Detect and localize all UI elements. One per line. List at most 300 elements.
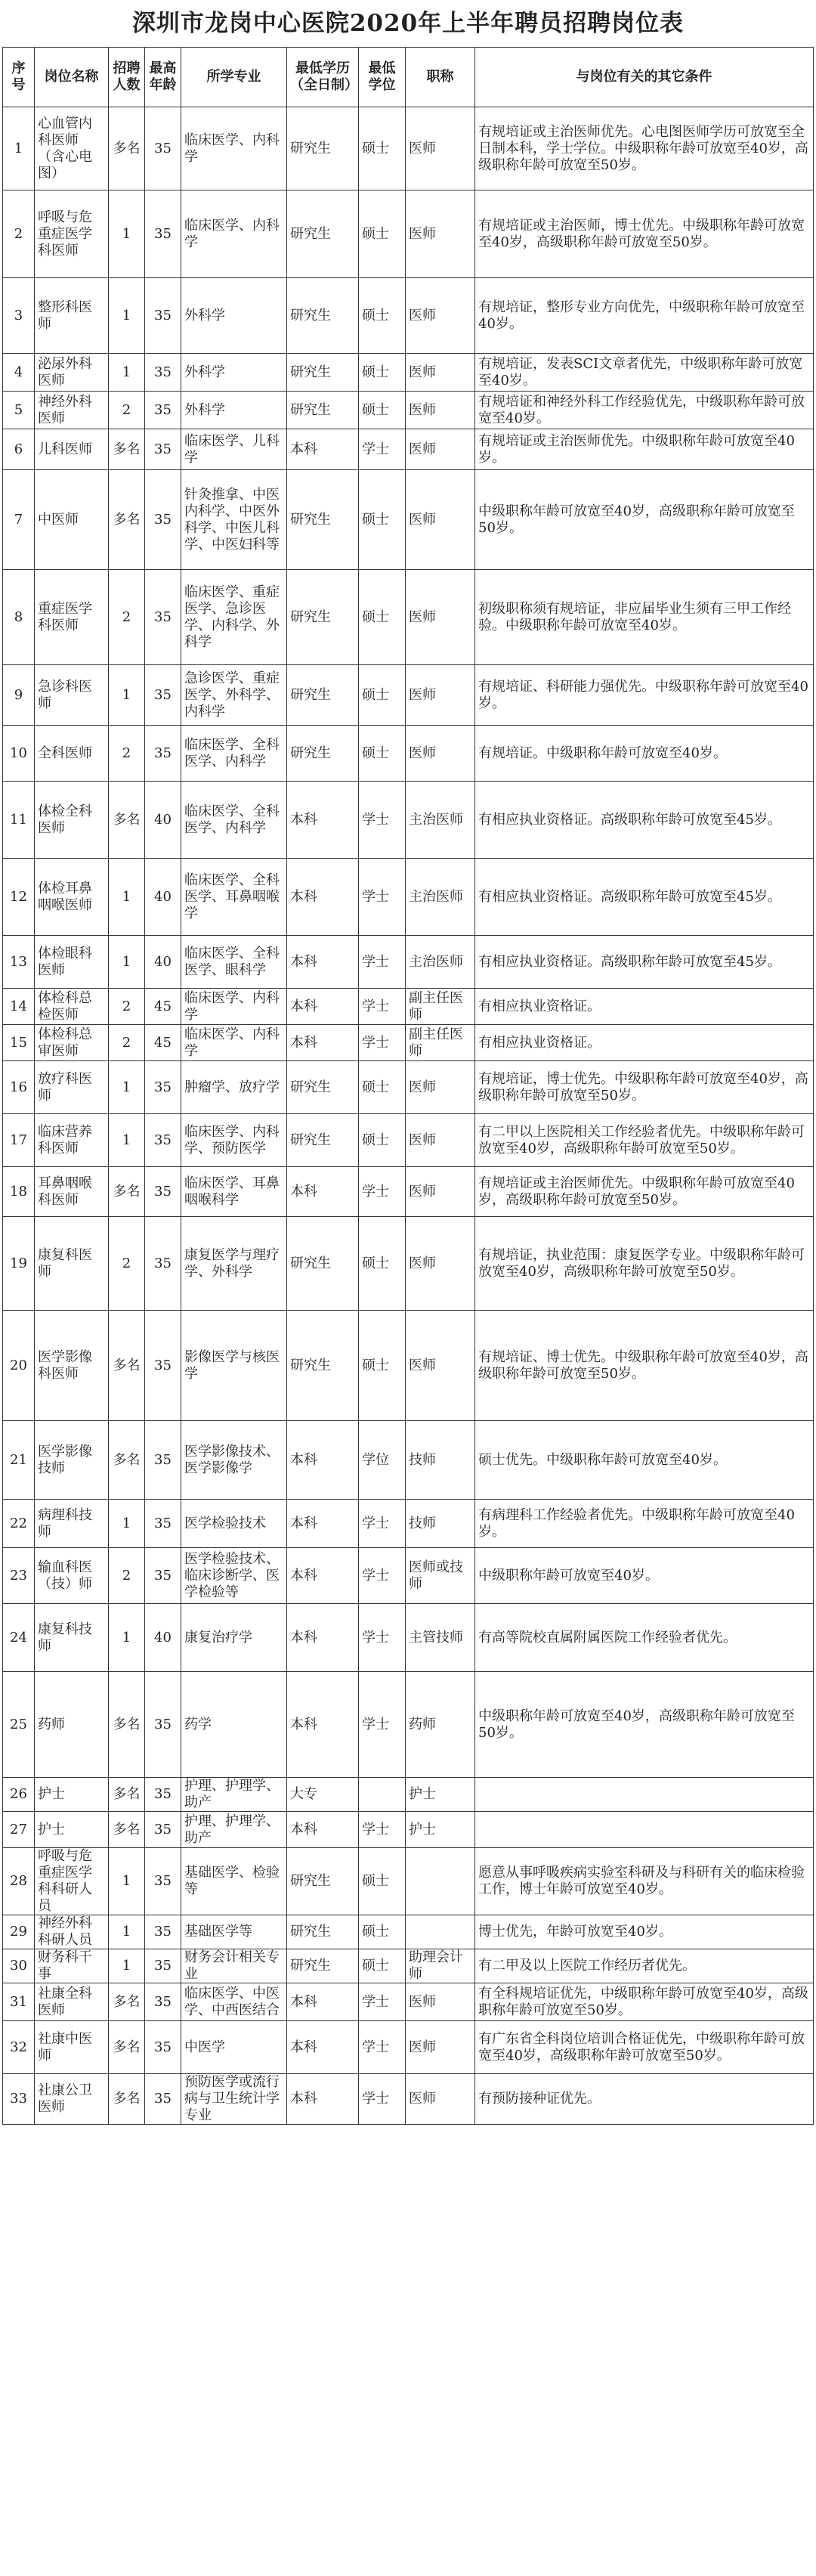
cell-count: 2 — [109, 1548, 145, 1604]
cell-age: 35 — [145, 1167, 181, 1217]
cell-post: 社康全科医师 — [35, 1983, 109, 2021]
table-row — [3, 1548, 814, 1604]
cell-no: 5 — [3, 392, 35, 429]
cell-no: 30 — [3, 1949, 35, 1983]
cell-degree: 学士 — [359, 1025, 406, 1061]
cell-post: 社康公卫医师 — [35, 2074, 109, 2125]
cell-title: 医师 — [406, 2074, 475, 2125]
cell-no: 11 — [3, 782, 35, 859]
cell-major: 医学检验技术 — [181, 1500, 287, 1548]
cell-post: 体检科总审医师 — [35, 1025, 109, 1061]
cell-degree: 硕士 — [359, 392, 406, 429]
cell-no: 9 — [3, 665, 35, 726]
cell-title: 医师 — [406, 429, 475, 470]
cell-count: 多名 — [109, 2074, 145, 2125]
cell-major: 临床医学、内科学 — [181, 190, 287, 278]
cell-count: 1 — [109, 1061, 145, 1114]
cell-title: 医师 — [406, 190, 475, 278]
cell-cond: 有规培证、科研能力强优先。中级职称年龄可放宽至40岁。 — [475, 665, 814, 726]
cell-major: 临床医学、中医学、中西医结合 — [181, 1983, 287, 2021]
cell-count: 1 — [109, 1114, 145, 1167]
cell-edu: 本科 — [287, 2021, 359, 2074]
cell-no: 1 — [3, 107, 35, 190]
cell-major: 预防医学或流行病与卫生统计学专业 — [181, 2074, 287, 2125]
cell-count: 2 — [109, 989, 145, 1025]
cell-edu: 本科 — [287, 2074, 359, 2125]
cell-edu: 研究生 — [287, 1915, 359, 1949]
cell-post: 康复科医师 — [35, 1217, 109, 1311]
cell-degree: 硕士 — [359, 107, 406, 190]
table-row — [3, 1812, 814, 1848]
cell-degree: 学士 — [359, 1672, 406, 1778]
cell-count: 1 — [109, 1848, 145, 1915]
cell-cond: 有广东省全科岗位培训合格证优先，中级职称年龄可放宽至40岁，高级职称年龄可放宽至50岁。 — [475, 2021, 814, 2074]
cell-major: 康复医学与理疗学、外科学 — [181, 1217, 287, 1311]
cell-post: 体检耳鼻咽喉医师 — [35, 859, 109, 936]
cell-title: 主治医师 — [406, 782, 475, 859]
cell-major: 基础医学、检验等 — [181, 1848, 287, 1915]
cell-post: 药师 — [35, 1672, 109, 1778]
header-cell: 最低学位 — [359, 48, 406, 107]
cell-title — [406, 1915, 475, 1949]
cell-cond: 有全科规培证优先，中级职称年龄可放宽至40岁，高级职称年龄可放宽至50岁。 — [475, 1983, 814, 2021]
cell-degree: 学士 — [359, 1500, 406, 1548]
cell-major: 临床医学、内科学 — [181, 1025, 287, 1061]
cell-no: 17 — [3, 1114, 35, 1167]
cell-post: 耳鼻咽喉科医师 — [35, 1167, 109, 1217]
cell-count: 2 — [109, 1025, 145, 1061]
cell-edu: 研究生 — [287, 278, 359, 354]
cell-degree: 硕士 — [359, 1217, 406, 1311]
cell-major: 临床医学、全科医学、耳鼻咽喉学 — [181, 859, 287, 936]
table-row — [3, 107, 814, 190]
table-row — [3, 1949, 814, 1983]
cell-title: 助理会计师 — [406, 1949, 475, 1983]
cell-no: 33 — [3, 2074, 35, 2125]
cell-major: 康复治疗学 — [181, 1604, 287, 1672]
cell-degree: 学士 — [359, 1548, 406, 1604]
cell-cond: 有规培证，整形专业方向优先，中级职称年龄可放宽至40岁。 — [475, 278, 814, 354]
cell-degree: 学士 — [359, 429, 406, 470]
cell-age: 35 — [145, 726, 181, 782]
cell-edu: 本科 — [287, 1548, 359, 1604]
cell-degree: 硕士 — [359, 665, 406, 726]
cell-count: 多名 — [109, 1812, 145, 1848]
cell-title: 医师 — [406, 354, 475, 392]
cell-no: 19 — [3, 1217, 35, 1311]
cell-age: 35 — [145, 1217, 181, 1311]
table-header-row — [3, 48, 814, 107]
cell-edu: 研究生 — [287, 1848, 359, 1915]
cell-title: 主管技师 — [406, 1604, 475, 1672]
cell-age: 35 — [145, 2074, 181, 2125]
cell-title: 医师 — [406, 1114, 475, 1167]
cell-post: 病理科技师 — [35, 1500, 109, 1548]
cell-major: 影像医学与核医学 — [181, 1311, 287, 1421]
cell-age: 35 — [145, 1915, 181, 1949]
cell-degree: 学士 — [359, 936, 406, 989]
cell-title: 技师 — [406, 1421, 475, 1500]
cell-count: 多名 — [109, 1421, 145, 1500]
cell-age: 35 — [145, 1983, 181, 2021]
cell-no: 32 — [3, 2021, 35, 2074]
cell-major: 药学 — [181, 1672, 287, 1778]
cell-major: 临床医学、内科学、预防医学 — [181, 1114, 287, 1167]
cell-post: 护士 — [35, 1778, 109, 1812]
cell-count: 2 — [109, 1217, 145, 1311]
table-row — [3, 278, 814, 354]
cell-edu: 研究生 — [287, 392, 359, 429]
table-row — [3, 1421, 814, 1500]
cell-cond: 有相应执业资格证。高级职称年龄可放宽至45岁。 — [475, 782, 814, 859]
cell-age: 35 — [145, 1421, 181, 1500]
table-row — [3, 1778, 814, 1812]
cell-no: 31 — [3, 1983, 35, 2021]
cell-cond: 中级职称年龄可放宽至40岁，高级职称年龄可放宽至50岁。 — [475, 470, 814, 570]
cell-cond: 有相应执业资格证。 — [475, 1025, 814, 1061]
cell-cond: 有规培证。中级职称年龄可放宽至40岁。 — [475, 726, 814, 782]
cell-age: 45 — [145, 1025, 181, 1061]
cell-major: 临床医学、全科医学、内科学 — [181, 726, 287, 782]
cell-edu: 研究生 — [287, 570, 359, 665]
cell-edu: 本科 — [287, 1672, 359, 1778]
cell-title: 医师 — [406, 1167, 475, 1217]
table-row — [3, 782, 814, 859]
cell-count: 1 — [109, 665, 145, 726]
cell-degree: 学士 — [359, 1604, 406, 1672]
cell-count: 多名 — [109, 2021, 145, 2074]
cell-no: 22 — [3, 1500, 35, 1548]
cell-age: 40 — [145, 936, 181, 989]
cell-age: 35 — [145, 392, 181, 429]
cell-no: 26 — [3, 1778, 35, 1812]
cell-degree: 学士 — [359, 989, 406, 1025]
cell-post: 放疗科医师 — [35, 1061, 109, 1114]
cell-edu: 本科 — [287, 1500, 359, 1548]
cell-no: 27 — [3, 1812, 35, 1848]
cell-title: 医师 — [406, 726, 475, 782]
cell-age: 35 — [145, 1672, 181, 1778]
cell-cond: 有高等院校直属附属医院工作经验者优先。 — [475, 1604, 814, 1672]
table-row — [3, 1217, 814, 1311]
cell-edu: 研究生 — [287, 190, 359, 278]
table-row — [3, 570, 814, 665]
cell-edu: 本科 — [287, 782, 359, 859]
cell-title: 副主任医师 — [406, 989, 475, 1025]
cell-edu: 研究生 — [287, 1061, 359, 1114]
cell-edu: 本科 — [287, 429, 359, 470]
cell-title: 医师 — [406, 392, 475, 429]
table-row — [3, 354, 814, 392]
table-row — [3, 1915, 814, 1949]
cell-no: 4 — [3, 354, 35, 392]
table-row — [3, 665, 814, 726]
cell-degree: 硕士 — [359, 278, 406, 354]
header-cell: 职称 — [406, 48, 475, 107]
cell-title: 医师 — [406, 1983, 475, 2021]
cell-no: 29 — [3, 1915, 35, 1949]
cell-major: 财务会计相关专业 — [181, 1949, 287, 1983]
cell-title: 医师 — [406, 470, 475, 570]
cell-age: 35 — [145, 190, 181, 278]
cell-count: 1 — [109, 1500, 145, 1548]
table-row — [3, 429, 814, 470]
cell-no: 2 — [3, 190, 35, 278]
cell-post: 医学影像科医师 — [35, 1311, 109, 1421]
cell-count: 多名 — [109, 1672, 145, 1778]
cell-title — [406, 1848, 475, 1915]
cell-edu: 本科 — [287, 1812, 359, 1848]
cell-cond: 有相应执业资格证。高级职称年龄可放宽至45岁。 — [475, 859, 814, 936]
cell-count: 多名 — [109, 782, 145, 859]
cell-cond: 有规培证、博士优先。中级职称年龄可放宽至40岁，高级职称年龄可放宽至50岁。 — [475, 1311, 814, 1421]
cell-age: 35 — [145, 470, 181, 570]
cell-degree: 硕士 — [359, 1949, 406, 1983]
cell-no: 28 — [3, 1848, 35, 1915]
cell-edu: 本科 — [287, 1604, 359, 1672]
cell-post: 体检眼科医师 — [35, 936, 109, 989]
cell-count: 1 — [109, 1949, 145, 1983]
cell-post: 神经外科科研人员 — [35, 1915, 109, 1949]
table-row — [3, 1672, 814, 1778]
cell-post: 输血科医（技）师 — [35, 1548, 109, 1604]
cell-major: 临床医学、全科医学、眼科学 — [181, 936, 287, 989]
cell-post: 医学影像技师 — [35, 1421, 109, 1500]
cell-degree: 硕士 — [359, 726, 406, 782]
cell-cond: 初级职称须有规培证，非应届毕业生须有三甲工作经验。中级职称年龄可放宽至40岁。 — [475, 570, 814, 665]
header-cell: 所学专业 — [181, 48, 287, 107]
cell-age: 35 — [145, 1812, 181, 1848]
cell-cond: 有二甲以上医院相关工作经验者优先。中级职称年龄可放宽至40岁，高级职称年龄可放宽至50岁。 — [475, 1114, 814, 1167]
cell-no: 20 — [3, 1311, 35, 1421]
cell-age: 35 — [145, 1061, 181, 1114]
table-row — [3, 1983, 814, 2021]
cell-count: 多名 — [109, 1311, 145, 1421]
cell-no: 24 — [3, 1604, 35, 1672]
cell-cond: 硕士优先。中级职称年龄可放宽至40岁。 — [475, 1421, 814, 1500]
cell-title: 医师 — [406, 2021, 475, 2074]
header-cell: 岗位名称 — [35, 48, 109, 107]
cell-post: 儿科医师 — [35, 429, 109, 470]
cell-count: 多名 — [109, 107, 145, 190]
cell-degree: 硕士 — [359, 1311, 406, 1421]
table-row — [3, 859, 814, 936]
cell-title: 医师 — [406, 665, 475, 726]
cell-no: 25 — [3, 1672, 35, 1778]
cell-post: 神经外科医师 — [35, 392, 109, 429]
cell-title: 主治医师 — [406, 859, 475, 936]
cell-edu: 研究生 — [287, 107, 359, 190]
cell-edu: 研究生 — [287, 1311, 359, 1421]
cell-no: 21 — [3, 1421, 35, 1500]
table-body — [3, 107, 814, 2125]
cell-age: 35 — [145, 1548, 181, 1604]
cell-age: 35 — [145, 2021, 181, 2074]
cell-count: 1 — [109, 859, 145, 936]
cell-age: 35 — [145, 1848, 181, 1915]
cell-post: 整形科医师 — [35, 278, 109, 354]
table-row — [3, 1167, 814, 1217]
cell-post: 社康中医师 — [35, 2021, 109, 2074]
header-cell: 与岗位有关的其它条件 — [475, 48, 814, 107]
cell-cond: 有相应执业资格证。 — [475, 989, 814, 1025]
cell-major: 中医学 — [181, 2021, 287, 2074]
cell-title: 副主任医师 — [406, 1025, 475, 1061]
cell-post: 重症医学科医师 — [35, 570, 109, 665]
cell-degree: 硕士 — [359, 470, 406, 570]
cell-no: 14 — [3, 989, 35, 1025]
cell-count: 1 — [109, 1604, 145, 1672]
cell-title: 护士 — [406, 1812, 475, 1848]
cell-no: 6 — [3, 429, 35, 470]
cell-post: 呼吸与危重症医学科科研人员 — [35, 1848, 109, 1915]
cell-post: 临床营养科医师 — [35, 1114, 109, 1167]
header-cell: 序号 — [3, 48, 35, 107]
table-row — [3, 989, 814, 1025]
cell-cond: 中级职称年龄可放宽至40岁。 — [475, 1548, 814, 1604]
cell-title: 医师或技师 — [406, 1548, 475, 1604]
cell-cond: 博士优先，年龄可放宽至40岁。 — [475, 1915, 814, 1949]
cell-edu: 本科 — [287, 1025, 359, 1061]
cell-no: 8 — [3, 570, 35, 665]
cell-major: 医学检验技术、临床诊断学、医学检验等 — [181, 1548, 287, 1604]
cell-major: 外科学 — [181, 354, 287, 392]
cell-count: 多名 — [109, 1167, 145, 1217]
cell-age: 35 — [145, 354, 181, 392]
cell-cond: 有相应执业资格证。高级职称年龄可放宽至45岁。 — [475, 936, 814, 989]
cell-degree: 学士 — [359, 2021, 406, 2074]
cell-post: 体检科总检医师 — [35, 989, 109, 1025]
page-title: 深圳市龙岗中心医院2020年上半年聘员招聘岗位表 — [131, 10, 685, 37]
table-row — [3, 1604, 814, 1672]
cell-post: 财务科干事 — [35, 1949, 109, 1983]
cell-edu: 研究生 — [287, 1114, 359, 1167]
cell-edu: 本科 — [287, 936, 359, 989]
cell-degree: 学士 — [359, 1983, 406, 2021]
cell-cond: 有规培证和神经外科工作经验优先，中级职称年龄可放宽至40岁。 — [475, 392, 814, 429]
cell-title: 医师 — [406, 1061, 475, 1114]
cell-edu: 本科 — [287, 1421, 359, 1500]
cell-degree: 硕士 — [359, 570, 406, 665]
cell-count: 2 — [109, 392, 145, 429]
cell-post: 呼吸与危重症医学科医师 — [35, 190, 109, 278]
cell-cond: 有规培证，执业范围：康复医学专业。中级职称年龄可放宽至40岁，高级职称年龄可放宽至50岁。 — [475, 1217, 814, 1311]
cell-cond — [475, 1778, 814, 1812]
cell-age: 35 — [145, 570, 181, 665]
cell-edu: 研究生 — [287, 354, 359, 392]
cell-major: 临床医学、耳鼻咽喉科学 — [181, 1167, 287, 1217]
cell-count: 多名 — [109, 470, 145, 570]
cell-degree: 硕士 — [359, 354, 406, 392]
cell-count: 多名 — [109, 429, 145, 470]
cell-title: 医师 — [406, 1217, 475, 1311]
cell-post: 护士 — [35, 1812, 109, 1848]
cell-post: 中医师 — [35, 470, 109, 570]
cell-no: 7 — [3, 470, 35, 570]
cell-degree: 硕士 — [359, 1114, 406, 1167]
cell-cond — [475, 1812, 814, 1848]
cell-title: 医师 — [406, 570, 475, 665]
cell-degree: 硕士 — [359, 1915, 406, 1949]
cell-cond: 有二甲及以上医院工作经历者优先。 — [475, 1949, 814, 1983]
cell-count: 1 — [109, 190, 145, 278]
table-row — [3, 1025, 814, 1061]
cell-degree: 学士 — [359, 2074, 406, 2125]
cell-age: 35 — [145, 429, 181, 470]
cell-count: 1 — [109, 278, 145, 354]
header-cell: 招聘人数 — [109, 48, 145, 107]
cell-cond: 有规培证或主治医师优先。中级职称年龄可放宽至40岁，高级职称年龄可放宽至50岁。 — [475, 1167, 814, 1217]
table-row — [3, 1061, 814, 1114]
cell-major: 护理、护理学、助产 — [181, 1812, 287, 1848]
cell-cond: 有规培证，发表SCI文章者优先，中级职称年龄可放宽至40岁。 — [475, 354, 814, 392]
cell-age: 40 — [145, 782, 181, 859]
cell-cond: 有病理科工作经验者优先。中级职称年龄可放宽至40岁。 — [475, 1500, 814, 1548]
cell-major: 临床医学、内科学 — [181, 989, 287, 1025]
cell-cond: 有规培证或主治医师，博士优先。中级职称年龄可放宽至40岁，高级职称年龄可放宽至50岁。 — [475, 190, 814, 278]
cell-age: 35 — [145, 1949, 181, 1983]
cell-cond: 愿意从事呼吸疾病实验室科研及与科研有关的临床检验工作，博士年龄可放宽至40岁。 — [475, 1848, 814, 1915]
cell-cond: 有规培证或主治医师优先。心电图医师学历可放宽至全日制本科，学士学位。中级职称年龄可放宽至40岁，高级职称年龄可放宽至50岁。 — [475, 107, 814, 190]
cell-no: 23 — [3, 1548, 35, 1604]
cell-major: 临床医学、全科医学、内科学 — [181, 782, 287, 859]
cell-title: 护士 — [406, 1778, 475, 1812]
cell-no: 13 — [3, 936, 35, 989]
cell-edu: 本科 — [287, 989, 359, 1025]
cell-count: 2 — [109, 570, 145, 665]
cell-major: 基础医学等 — [181, 1915, 287, 1949]
cell-age: 35 — [145, 665, 181, 726]
cell-age: 35 — [145, 1311, 181, 1421]
cell-count: 2 — [109, 726, 145, 782]
cell-age: 40 — [145, 859, 181, 936]
cell-major: 针灸推拿、中医内科学、中医外科学、中医儿科学、中医妇科等 — [181, 470, 287, 570]
cell-major: 护理、护理学、助产 — [181, 1778, 287, 1812]
cell-post: 体检全科医师 — [35, 782, 109, 859]
cell-degree: 学士 — [359, 1167, 406, 1217]
cell-age: 35 — [145, 1778, 181, 1812]
cell-edu: 本科 — [287, 1983, 359, 2021]
cell-cond: 有规培证，博士优先。中级职称年龄可放宽至40岁，高级职称年龄可放宽至50岁。 — [475, 1061, 814, 1114]
cell-no: 3 — [3, 278, 35, 354]
table-row — [3, 1311, 814, 1421]
recruitment-table — [2, 47, 814, 2125]
cell-no: 10 — [3, 726, 35, 782]
cell-count: 1 — [109, 1915, 145, 1949]
table-row — [3, 936, 814, 989]
cell-degree: 硕士 — [359, 1848, 406, 1915]
cell-count: 1 — [109, 936, 145, 989]
cell-count: 1 — [109, 354, 145, 392]
table-row — [3, 1500, 814, 1548]
cell-count: 多名 — [109, 1778, 145, 1812]
cell-age: 35 — [145, 1114, 181, 1167]
table-row — [3, 2021, 814, 2074]
cell-no: 18 — [3, 1167, 35, 1217]
cell-edu: 研究生 — [287, 1949, 359, 1983]
cell-degree: 学士 — [359, 1812, 406, 1848]
cell-count: 多名 — [109, 1983, 145, 2021]
header-cell: 最高年龄 — [145, 48, 181, 107]
cell-edu: 本科 — [287, 1167, 359, 1217]
cell-major: 医学影像技术、医学影像学 — [181, 1421, 287, 1500]
cell-cond: 中级职称年龄可放宽至40岁，高级职称年龄可放宽至50岁。 — [475, 1672, 814, 1778]
header-cell: 最低学历（全日制） — [287, 48, 359, 107]
cell-edu: 研究生 — [287, 1217, 359, 1311]
cell-age: 35 — [145, 278, 181, 354]
table-row — [3, 470, 814, 570]
cell-post: 心血管内科医师（含心电图） — [35, 107, 109, 190]
